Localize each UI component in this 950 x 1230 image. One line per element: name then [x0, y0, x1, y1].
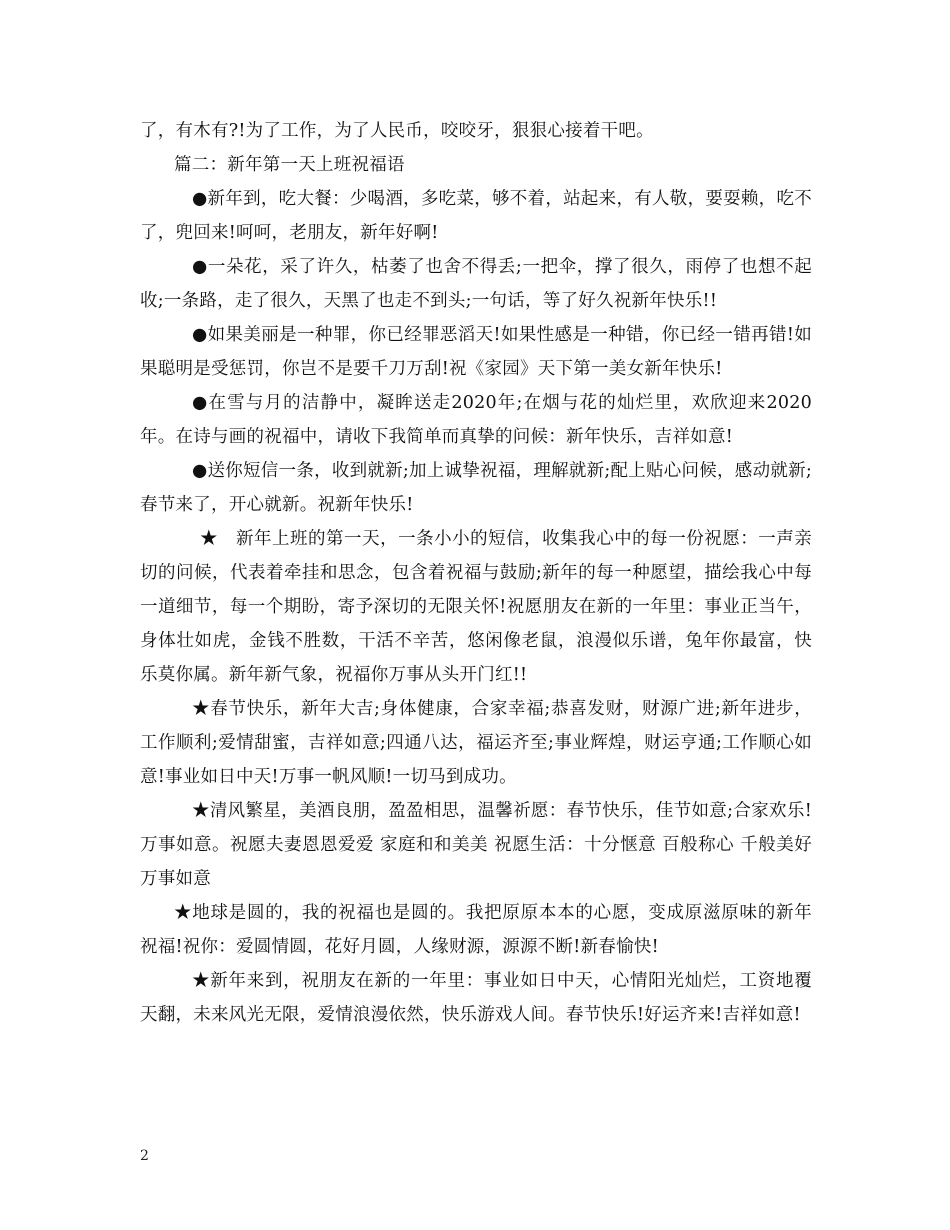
- document-body: [140, 114, 812, 1032]
- paragraph-continuation: 了，有木有?!为了工作，为了人民币，咬咬牙，狠狠心接着干吧。: [140, 121, 654, 141]
- paragraph-bullet: ●送你短信一条，收到就新;加上诚挚祝福，理解就新;配上贴心问候，感动就新;春节来了，开心就新。祝新年快乐!: [140, 461, 812, 515]
- page-number: 2: [140, 1148, 149, 1164]
- paragraph-star: ★新年来到，祝朋友在新的一年里：事业如日中天，心情阳光灿烂，工资地覆天翻，未来风光无限，爱情浪漫依然，快乐游戏人间。春节快乐!好运齐来!吉祥如意!: [140, 971, 812, 1025]
- paragraph-bullet: ●新年到，吃大餐：少喝酒，多吃菜，够不着，站起来，有人敬，要耍赖，吃不了，兜回来!呵呵，老朋友，新年好啊!: [140, 189, 812, 243]
- paragraph-star: ★春节快乐，新年大吉;身体健康，合家幸福;恭喜发财，财源广进;新年进步，工作顺利;爱情甜蜜，吉祥如意;四通八达，福运齐至;事业辉煌，财运亨通;工作顺心如意!事业如日中天!万事一帆风顺!一切马到成功。: [140, 699, 812, 787]
- paragraph-bullet: ●如果美丽是一种罪，你已经罪恶滔天!如果性感是一种错，你已经一错再错!如果聪明是受惩罚，你岂不是要千刀万刮!祝《家园》天下第一美女新年快乐!: [140, 325, 812, 379]
- paragraph-star: ★清风繁星，美酒良朋，盈盈相思，温馨祈愿：春节快乐，佳节如意;合家欢乐!万事如意。祝愿夫妻恩恩爱爱 家庭和和美美 祝愿生活：十分惬意 百般称心 千般美好 万事如意: [140, 801, 812, 889]
- paragraph-bullet: ●一朵花，采了许久，枯萎了也舍不得丢;一把伞，撑了很久，雨停了也想不起收;一条路，走了很久，天黑了也走不到头;一句话，等了好久祝新年快乐!!: [140, 257, 812, 311]
- paragraph-bullet: ●在雪与月的洁静中，凝眸送走2020年;在烟与花的灿烂里，欢欣迎来2020年。在诗与画的祝福中，请收下我简单而真挚的问候：新年快乐，吉祥如意!: [140, 393, 812, 447]
- section-heading: 篇二：新年第一天上班祝福语: [174, 155, 405, 175]
- paragraph-star: ★地球是圆的，我的祝福也是圆的。我把原原本本的心愿，变成原滋原味的新年祝福!祝你：爱圆情圆，花好月圆，人缘财源，源源不断!新春愉快!: [140, 903, 812, 957]
- paragraph-star: ★ 新年上班的第一天，一条小小的短信，收集我心中的每一份祝愿：一声亲切的问候，代表着牵挂和思念，包含着祝福与鼓励;新年的每一种愿望，描绘我心中每一道细节，每一个期盼，寄予深切的无限关怀!祝愿朋友在新的一年里：事业正当午，身体壮如虎，金钱不胜数，干活不辛苦，悠闲像老鼠，浪漫似乐谱，兔年你最富，快乐莫你属。新年新气象，祝福你万事从头开门红!!: [140, 529, 812, 685]
